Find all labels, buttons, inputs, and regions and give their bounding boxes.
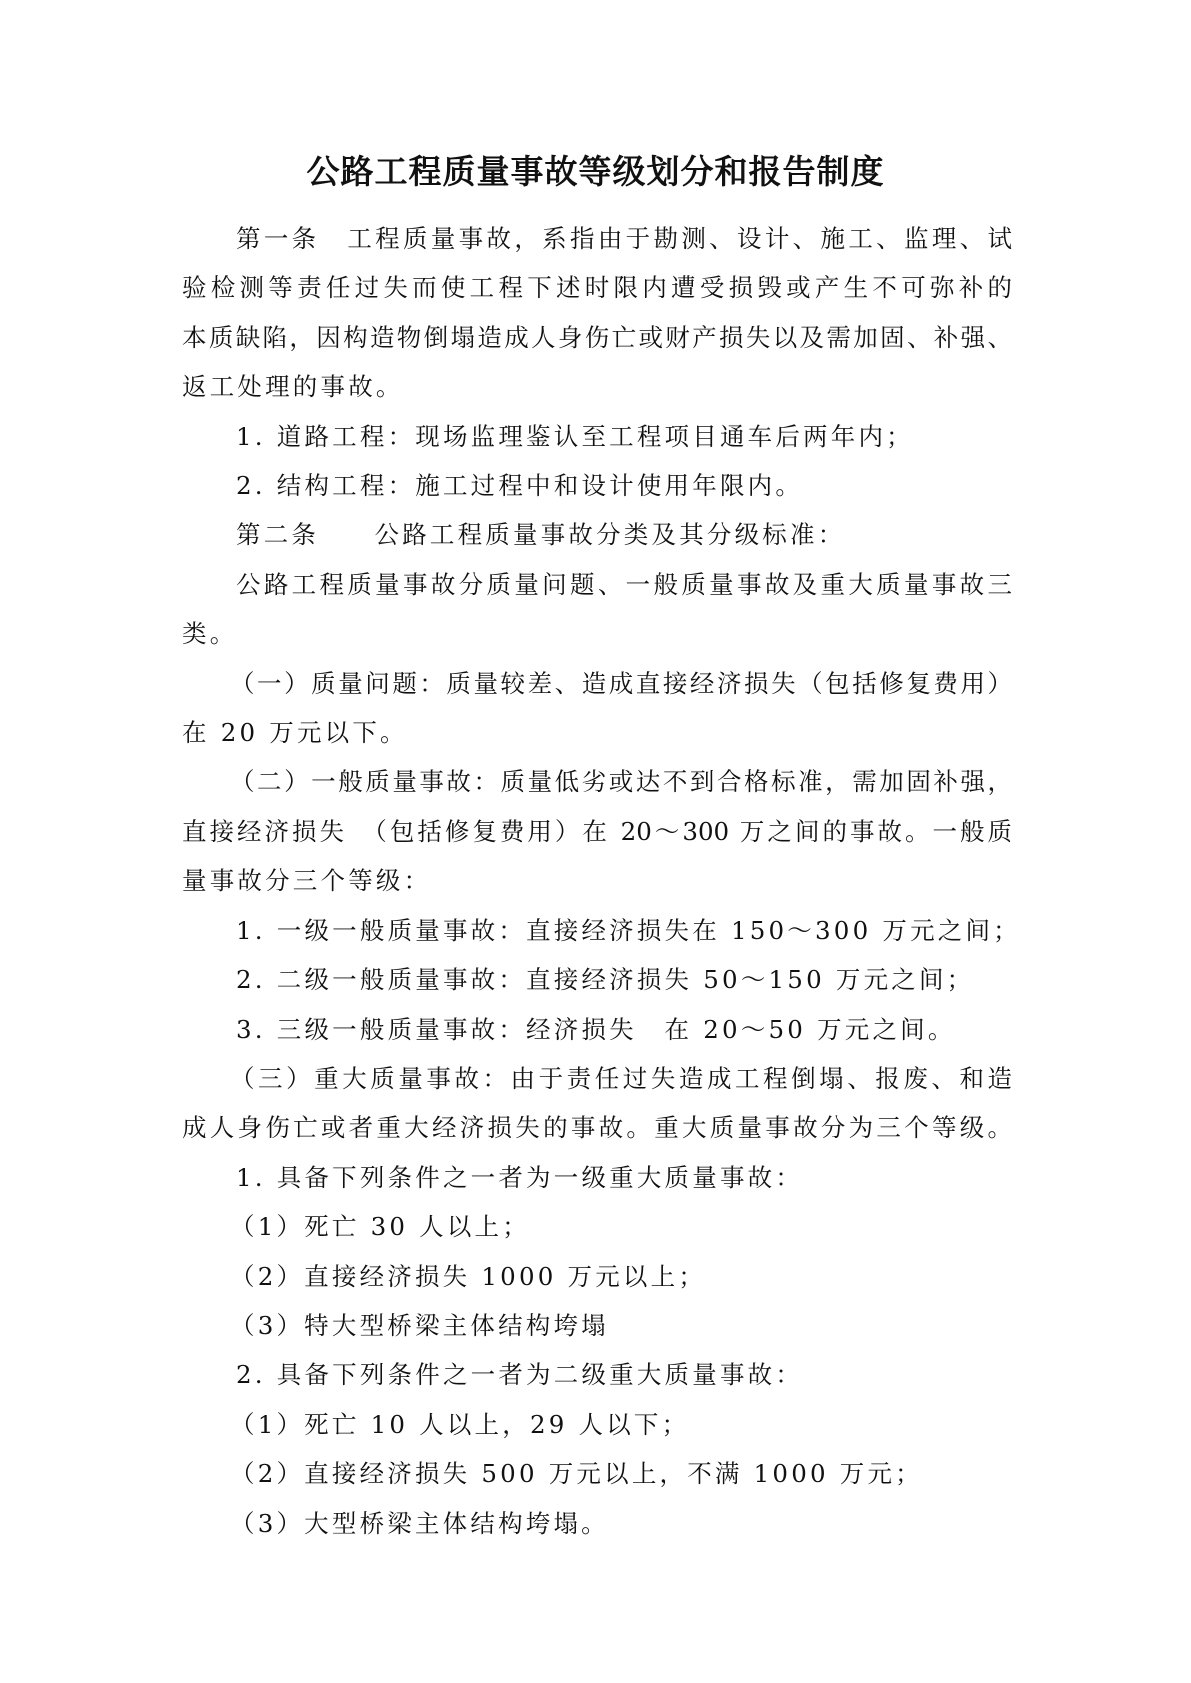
major-accident-line-1: （三）重大质量事故：由于责任过失造成工程倒塌、报废、和造: [230, 1063, 1012, 1093]
quality-problem-line-2: 在 20 万元以下。: [182, 718, 408, 748]
general-accident-line-1: （二）一般质量事故：质量低劣或达不到合格标准，需加固补强，: [230, 767, 1012, 797]
major-grade-2-condition-1: （1）死亡 10 人以上，29 人以下；: [230, 1409, 690, 1439]
document-body: [182, 214, 1021, 1548]
document-title: 公路工程质量事故等级划分和报告制度: [306, 152, 885, 191]
major-grade-2-condition-2: （2）直接经济损失 500 万元以上，不满 1000 万元；: [230, 1459, 923, 1489]
major-grade-2-condition-3: （3）大型桥梁主体结构垮塌。: [230, 1508, 609, 1538]
major-accident-line-2: 成人身伤亡或者重大经济损失的事故。重大质量事故分为三个等级。: [182, 1113, 1012, 1143]
general-accident-line-2: 直接经济损失 （包括修复费用）在 20～300 万之间的事故。一般质: [182, 816, 1012, 846]
article-1-line-3: 本质缺陷，因构造物倒塌造成人身伤亡或财产损失以及需加固、补强、: [182, 322, 1012, 352]
major-grade-2-heading: 2. 具备下列条件之一者为二级重大质量事故：: [236, 1360, 804, 1390]
classification-line-2: 类。: [182, 619, 238, 649]
major-grade-1-condition-2: （2）直接经济损失 1000 万元以上；: [230, 1261, 707, 1291]
article-2-heading: 第二条 公路工程质量事故分类及其分级标准：: [236, 520, 846, 550]
general-grade-1: 1. 一级一般质量事故：直接经济损失在 150～300 万元之间；: [236, 915, 1021, 945]
article-1-line-4: 返工处理的事故。: [182, 372, 404, 402]
general-grade-2: 2. 二级一般质量事故：直接经济损失 50～150 万元之间；: [236, 965, 975, 995]
article-1-line-2: 验检测等责任过失而使工程下述时限内遭受损毁或产生不可弥补的: [182, 273, 1012, 303]
road-engineering-item: 1. 道路工程：现场监理鉴认至工程项目通车后两年内；: [236, 421, 914, 451]
general-grade-3: 3. 三级一般质量事故：经济损失 在 20～50 万元之间。: [236, 1014, 956, 1044]
major-grade-1-heading: 1. 具备下列条件之一者为一级重大质量事故：: [236, 1162, 804, 1192]
structure-engineering-item: 2. 结构工程：施工过程中和设计使用年限内。: [236, 471, 804, 501]
major-grade-1-condition-1: （1）死亡 30 人以上；: [230, 1212, 530, 1242]
article-1-line-1: 第一条 工程质量事故，系指由于勘测、设计、施工、监理、试: [236, 224, 1012, 253]
general-accident-line-3: 量事故分三个等级：: [182, 866, 432, 896]
quality-problem-line-1: （一）质量问题：质量较差、造成直接经济损失（包括修复费用）: [230, 668, 1012, 698]
major-grade-1-condition-3: （3）特大型桥梁主体结构垮塌: [230, 1310, 609, 1340]
classification-line-1: 公路工程质量事故分质量问题、一般质量事故及重大质量事故三: [236, 569, 1012, 599]
